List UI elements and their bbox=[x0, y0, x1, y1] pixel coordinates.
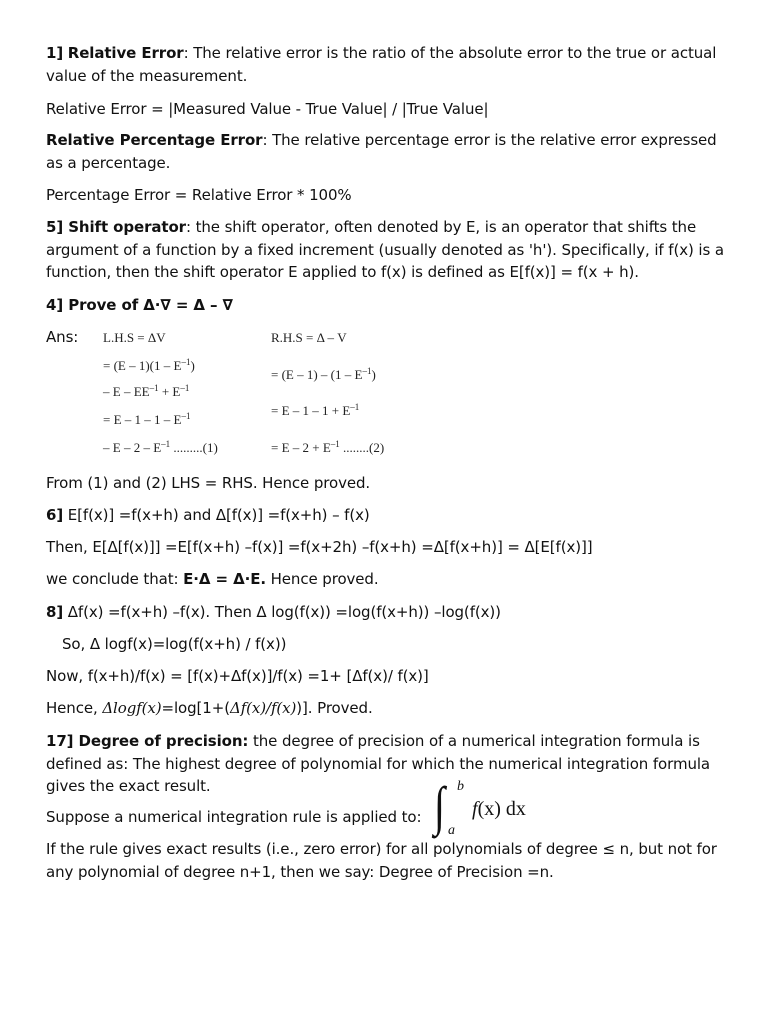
lhs-line-3: – $E - EE^{-1} + E^{-1}$ bbox=[103, 383, 190, 399]
shift-operator-definition bbox=[46, 216, 726, 284]
section-8-text: Δf(x) =f(x+h) –f(x). Then Δ log(f(x)) =log(f(x+h)) –log(f(x)) bbox=[63, 603, 501, 621]
rhs-line-2: = $(E - 1) - (1 - E^{-1})$ bbox=[271, 366, 376, 382]
degree-of-precision-heading: 17] Degree of precision: bbox=[46, 732, 249, 750]
integral-upper-limit: b bbox=[457, 779, 464, 794]
rhs-line-3: = $E - 1 - 1 + E^{-1}$ bbox=[271, 402, 360, 418]
conclude-tail: Hence proved. bbox=[265, 570, 379, 588]
lhs-line-5: – E – $2 - E^{-1}$ .........(1) bbox=[103, 439, 218, 455]
degree-of-precision-final: If the rule gives exact results (i.e., zero error) for all polynomials of degree ≤ n, but not for any polynomial of degree n+1, then we say: Degree of Precision =n. bbox=[46, 840, 717, 881]
conclude-text: we conclude that: bbox=[46, 570, 184, 588]
rhs-line-4: = $E - 2 + E^{-1}$ ........(2) bbox=[271, 439, 385, 455]
percentage-error-formula: Percentage Error = Relative Error * 100% bbox=[46, 186, 352, 204]
section-8-line-3: Now, f(x+h)/f(x) = [f(x)+Δf(x)]/f(x) =1+ [Δf(x)/ f(x)] bbox=[46, 667, 429, 685]
shift-operator-text: : the shift operator, often denoted by E, is an operator that shifts the argument of a function by a fixed increment (usually denoted as 'h'). Specifically, if f(x) is a function, then the shift operator E applied to f(x) is defined as E[f(x)] = f(x + h). bbox=[46, 218, 724, 281]
integral-lower-limit: a bbox=[448, 823, 455, 838]
percentage-error-text: : The relative percentage error is the relative error expressed as a percentage. bbox=[46, 131, 717, 172]
section-number: 8] bbox=[46, 603, 64, 621]
prove-heading-text: 4] Prove of Δ·∇ = Δ – ∇ bbox=[46, 296, 233, 314]
integrand: f(x) dx bbox=[472, 798, 526, 820]
shift-operator-heading: 5] Shift operator bbox=[46, 218, 186, 236]
proof-conclusion: From (1) and (2) LHS = RHS. Hence proved. bbox=[46, 474, 371, 492]
prove-heading bbox=[46, 294, 726, 317]
section-8-line-4: Hence, Δlog𝑓(𝑥)=log[1+(Δ𝑓(𝑥)/𝑓(𝑥))]. Proved. bbox=[46, 699, 373, 717]
lhs-line-1: L.H.S = ΔV bbox=[103, 330, 166, 345]
section-6-line-2: Then, E[Δ[f(x)]] =E[f(x+h) –f(x)] =f(x+2h) –f(x+h) =Δ[f(x+h)] = Δ[E[f(x)]] bbox=[46, 538, 593, 556]
section-6-line-1 bbox=[46, 504, 726, 527]
section-6-line-3 bbox=[46, 568, 726, 591]
lhs-line-4: = E – $1 - 1 - E^{-1}$ bbox=[103, 411, 191, 427]
section-8-line-1 bbox=[46, 601, 726, 624]
section-number: 6] bbox=[46, 506, 64, 524]
relative-error-formula: Relative Error = |Measured Value - True Value| / |True Value| bbox=[46, 100, 489, 118]
answer-label: Ans: bbox=[46, 328, 79, 346]
degree-of-precision-text: the degree of precision of a numerical integration formula is defined as: The highest degree of polynomial for which the numerical integration formula gives the exact result. bbox=[46, 732, 711, 795]
percentage-error-heading: Relative Percentage Error bbox=[46, 131, 263, 149]
rhs-line-1: R.H.S = Δ – V bbox=[271, 330, 347, 345]
section-8-line-2: So, Δ logf(x)=log(f(x+h) / f(x)) bbox=[62, 635, 287, 653]
relative-error-definition bbox=[46, 42, 726, 87]
relative-error-heading: Relative Error bbox=[67, 44, 184, 62]
relative-error-text: : The relative error is the ratio of the absolute error to the true or actual value of the measurement. bbox=[46, 44, 717, 85]
integral-sign: ∫ bbox=[434, 776, 446, 836]
degree-of-precision-definition bbox=[46, 730, 726, 798]
conclude-bold: E·Δ = Δ·E. bbox=[183, 570, 266, 588]
lhs-line-2: = $(E - 1)(1 - E^{-1})$ bbox=[103, 357, 195, 373]
section-number: 1] bbox=[46, 44, 64, 62]
percentage-error-definition bbox=[46, 129, 726, 174]
section-6-text: E[f(x)] =f(x+h) and Δ[f(x)] =f(x+h) – f(x) bbox=[63, 506, 370, 524]
suppose-line: Suppose a numerical integration rule is applied to: bbox=[46, 808, 422, 826]
